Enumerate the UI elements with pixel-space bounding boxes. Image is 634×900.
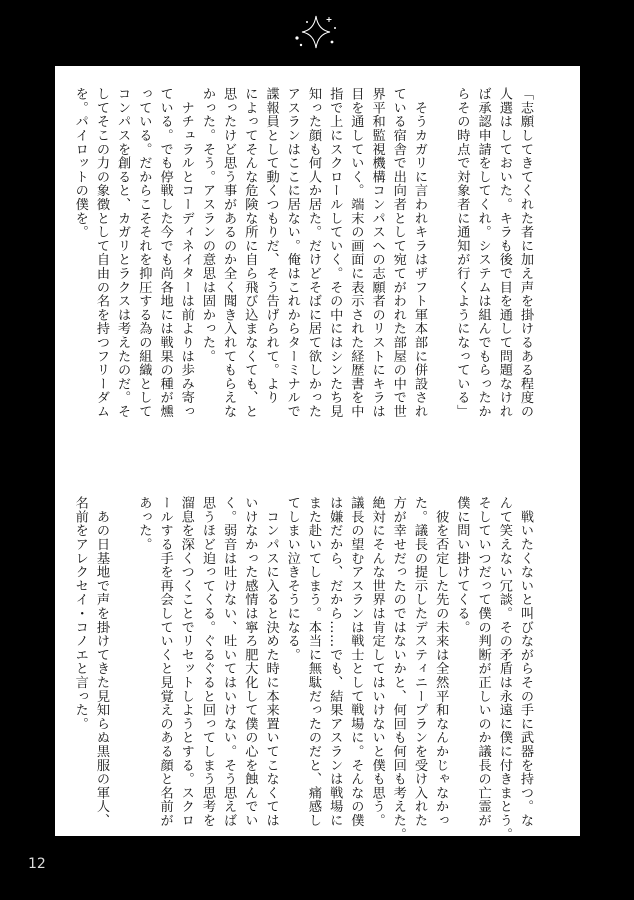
text-line: ナチュラルとコーディネイターは前よりは歩み寄っ <box>178 87 194 419</box>
text-line: ば承認申請をしてくれ。システムは組んでもらったか <box>475 87 491 419</box>
upper-text-block <box>72 87 536 433</box>
text-line: んて笑えない冗談。その矛盾は永遠に僕に付きまとう。 <box>496 496 512 841</box>
page-panel <box>55 66 580 841</box>
text-line: 「志願してきてくれた者に加え声を掛けるある程度の <box>518 87 533 419</box>
text-line: く。弱音は吐けない、吐いてはいけない。そう思えば <box>221 496 237 828</box>
text-line: っている。だからこそそれを抑圧する為の組織として <box>136 87 152 419</box>
text-line: によってそんな危険な所に自ら飛び込まなくても、と <box>242 87 258 419</box>
text-line: 目を通していく。端末の画面に表示された経歴書を中 <box>348 87 364 419</box>
text-line: は嫌だから、だから……でも、結果アスランは戦場に <box>327 496 343 828</box>
text-line: ている宿舎で出向者として宛てがわれた部屋の中で世 <box>390 87 406 419</box>
text-line: 思ったけど思う事があるのか全く聞き入れてもらえな <box>221 87 237 419</box>
sparkle-ornament-icon <box>285 8 347 56</box>
page-number: 12 <box>28 856 46 872</box>
text-line: あった。 <box>136 496 152 552</box>
text-line: らその時点で対象者に通知が行くようになっている」 <box>454 87 470 419</box>
text-line: してそこの力の象徴として自由の名を持つフリーダム <box>93 87 109 419</box>
text-line: 溜息を深くつくことでリセットしようとする。スクロ <box>178 496 194 828</box>
text-line: そしていつだって僕の判断が正しいのか議長の亡霊が <box>475 496 491 828</box>
text-line: てしまい泣きそうになる。 <box>284 496 300 662</box>
text-line: 彼を否定した先の未来は全然平和なんかじゃなかっ <box>433 496 449 828</box>
text-line: いけなかった感情は寧ろ肥大化して僕の心を蝕んでい <box>242 496 258 828</box>
text-line <box>112 496 133 796</box>
lower-text-block <box>72 496 536 841</box>
text-line: 名前をアレクセイ・コノエと言った。 <box>72 496 88 731</box>
text-line: 知った顔も何人か居た。だけどそばに居て欲しかった <box>305 87 321 419</box>
text-line: そうカガリに言われキラはザフト軍本部に併設され <box>411 87 427 419</box>
text-line: た。議長の提示したデスティニープランを受け入れた <box>411 496 427 828</box>
text-line: 諜報員として動くつもりだ、そう告げられて。より <box>263 87 279 405</box>
text-line: 人選はしておいた。キラも後で目を通して問題なけれ <box>496 87 512 419</box>
text-line: アスランはここに居ない。俺はこれからターミナルで <box>284 87 300 419</box>
text-line: 方が幸せだったのではないかと、何回も何回も考えた。 <box>390 496 406 841</box>
text-line: かった。そう。アスランの意思は固かった。 <box>199 87 215 363</box>
text-line: 指で上にスクロールしていく。その中にはシンたち見 <box>327 87 343 419</box>
text-line: 僕に問い掛けてくる。 <box>454 496 470 634</box>
text-line: 戦いたくないと叫びながらその手に武器を持つ。な <box>518 496 533 828</box>
text-line: コンパスを創ると、カガリとラクスは考えたのだ。そ <box>115 87 131 419</box>
text-line: ている。でも停戦した今でも尚各地には戦果の種が燻 <box>157 87 173 419</box>
text-line: また赴いてしまう。本当に無駄だったのだと、痛感し <box>305 496 321 828</box>
text-line: 思うほど迫ってくる。ぐるぐると回ってしまう思考を <box>199 496 215 828</box>
text-line: 議長の望むアスランは戦士として戦場に。そんなの僕 <box>348 496 364 828</box>
text-line: ールする手を再会していくと見覚えのある顔と名前が <box>157 496 173 828</box>
text-line: 界平和監視機構コンパスへの志願者のリストにキラは <box>369 87 385 419</box>
text-line: を。パイロットの僕を。 <box>72 87 88 239</box>
text-line: あの日基地で声を掛けてきた見知らぬ黒服の軍人、 <box>93 496 109 828</box>
text-line <box>430 87 451 433</box>
text-line: コンパスに入ると決めた時に本来置いてこなくては <box>263 496 279 828</box>
text-line: 絶対にそんな世界は肯定してはいけないと僕も思う。 <box>369 496 385 828</box>
